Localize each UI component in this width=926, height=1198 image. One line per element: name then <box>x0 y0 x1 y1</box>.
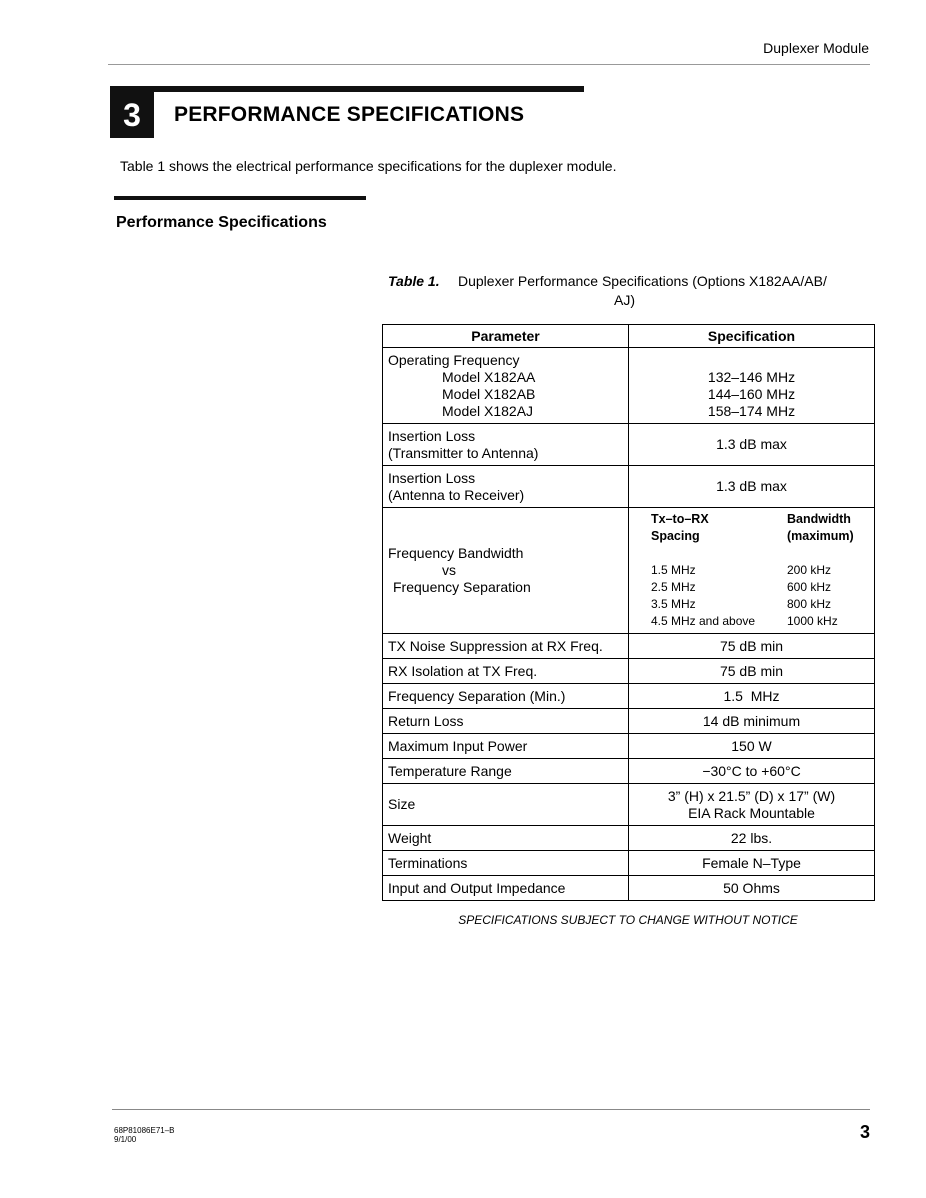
spec-cell: 14 dB minimum <box>629 709 875 734</box>
parameter-cell: Weight <box>383 826 629 851</box>
parameter-label-vs: vs <box>442 562 456 578</box>
spacing-value: 3.5 MHz <box>651 597 696 611</box>
chapter-rule <box>110 86 584 92</box>
table-row <box>383 709 875 734</box>
table-footnote: SPECIFICATIONS SUBJECT TO CHANGE WITHOUT NOTICE <box>458 913 798 927</box>
spec-cell: 1.3 dB max <box>629 424 875 466</box>
chapter-number: 3 <box>110 92 154 138</box>
table-row <box>383 466 875 508</box>
spec-cell: 75 dB min <box>629 634 875 659</box>
parameter-label: Frequency Separation <box>393 579 531 595</box>
bandwidth-value: 600 kHz <box>787 580 832 594</box>
running-header: Duplexer Module <box>763 40 869 56</box>
table-row <box>383 851 875 876</box>
parameter-label: Insertion Loss <box>388 427 476 444</box>
spec-cell: 50 Ohms <box>629 876 875 901</box>
parameter-cell: TX Noise Suppression at RX Freq. <box>383 634 629 659</box>
table-row <box>383 508 875 634</box>
page-number: 3 <box>859 1122 870 1142</box>
column-header-parameter: Parameter <box>383 325 629 348</box>
spec-cell: Female N–Type <box>629 851 875 876</box>
spacing-value: 4.5 MHz and above <box>651 614 756 628</box>
table-caption-text: Duplexer Performance Specifications (Options X182AA/AB/ <box>458 273 827 289</box>
parameter-label: Frequency Bandwidth <box>388 545 524 561</box>
table-row <box>383 876 875 901</box>
bandwidth-value: 200 kHz <box>787 563 832 577</box>
intro-paragraph: Table 1 shows the electrical performance specifications for the duplexer module. <box>120 158 617 174</box>
document-date: 9/1/00 <box>114 1135 137 1144</box>
size-mounting: EIA Rack Mountable <box>688 804 815 821</box>
bandwidth-subtable <box>629 508 875 634</box>
footer-rule <box>112 1109 870 1110</box>
table-row <box>383 734 875 759</box>
section-rule <box>114 196 366 200</box>
parameter-cell: Terminations <box>383 851 629 876</box>
subheader-spacing: Spacing <box>651 529 700 543</box>
spec-table <box>382 324 875 901</box>
spacing-value: 1.5 MHz <box>651 563 696 577</box>
spec-cell: 22 lbs. <box>629 826 875 851</box>
table-row <box>383 826 875 851</box>
spec-cell <box>629 348 875 424</box>
spec-cell: 1.3 dB max <box>629 466 875 508</box>
parameter-cell: Frequency Separation (Min.) <box>383 684 629 709</box>
table-header-row <box>383 325 875 348</box>
parameter-cell: RX Isolation at TX Freq. <box>383 659 629 684</box>
size-dimensions: 3” (H) x 21.5” (D) x 17” (W) <box>667 787 836 804</box>
table-caption-number: Table 1. <box>388 273 440 289</box>
subheader-spacing: Tx–to–RX <box>651 512 709 526</box>
table-row <box>383 759 875 784</box>
parameter-cell: Size <box>383 784 629 826</box>
parameter-cell: Temperature Range <box>383 759 629 784</box>
parameter-cell <box>383 466 629 508</box>
parameter-label: Operating Frequency <box>388 351 520 368</box>
table-row <box>383 684 875 709</box>
spacing-value: 2.5 MHz <box>651 580 696 594</box>
frequency-range: 132–146 MHz <box>707 368 796 385</box>
table-row <box>383 348 875 424</box>
bandwidth-value: 800 kHz <box>787 597 832 611</box>
model-label: Model X182AA <box>442 368 536 385</box>
parameter-cell: Maximum Input Power <box>383 734 629 759</box>
table-row <box>383 634 875 659</box>
parameter-cell <box>383 508 629 634</box>
table-row <box>383 424 875 466</box>
frequency-range: 144–160 MHz <box>707 385 796 402</box>
spec-cell: 75 dB min <box>629 659 875 684</box>
parameter-cell <box>383 348 629 424</box>
subheader-bandwidth: Bandwidth <box>787 512 851 526</box>
section-heading: Performance Specifications <box>116 214 327 231</box>
table-caption <box>388 273 878 308</box>
parameter-cell: Input and Output Impedance <box>383 876 629 901</box>
model-label: Model X182AB <box>442 385 536 402</box>
table-row <box>383 659 875 684</box>
subheader-bandwidth: (maximum) <box>787 529 854 543</box>
model-label: Model X182AJ <box>442 402 534 419</box>
parameter-cell: Return Loss <box>383 709 629 734</box>
parameter-sublabel: (Antenna to Receiver) <box>388 486 525 503</box>
spec-cell: 1.5 MHz <box>629 684 875 709</box>
document-number: 68P81086E71–B <box>114 1126 175 1135</box>
header-rule <box>108 64 870 65</box>
frequency-range: 158–174 MHz <box>707 402 796 419</box>
parameter-sublabel: (Transmitter to Antenna) <box>388 444 539 461</box>
footer-doc-info <box>114 1126 175 1144</box>
spec-cell: 150 W <box>629 734 875 759</box>
bandwidth-value: 1000 kHz <box>787 614 838 628</box>
table-row <box>383 784 875 826</box>
chapter-title: PERFORMANCE SPECIFICATIONS <box>174 103 525 126</box>
column-header-specification: Specification <box>629 325 875 348</box>
table-caption-text-continued: AJ) <box>614 292 635 308</box>
spec-cell <box>629 784 875 826</box>
parameter-cell <box>383 424 629 466</box>
parameter-label: Insertion Loss <box>388 469 476 486</box>
spec-cell: −30°C to +60°C <box>629 759 875 784</box>
